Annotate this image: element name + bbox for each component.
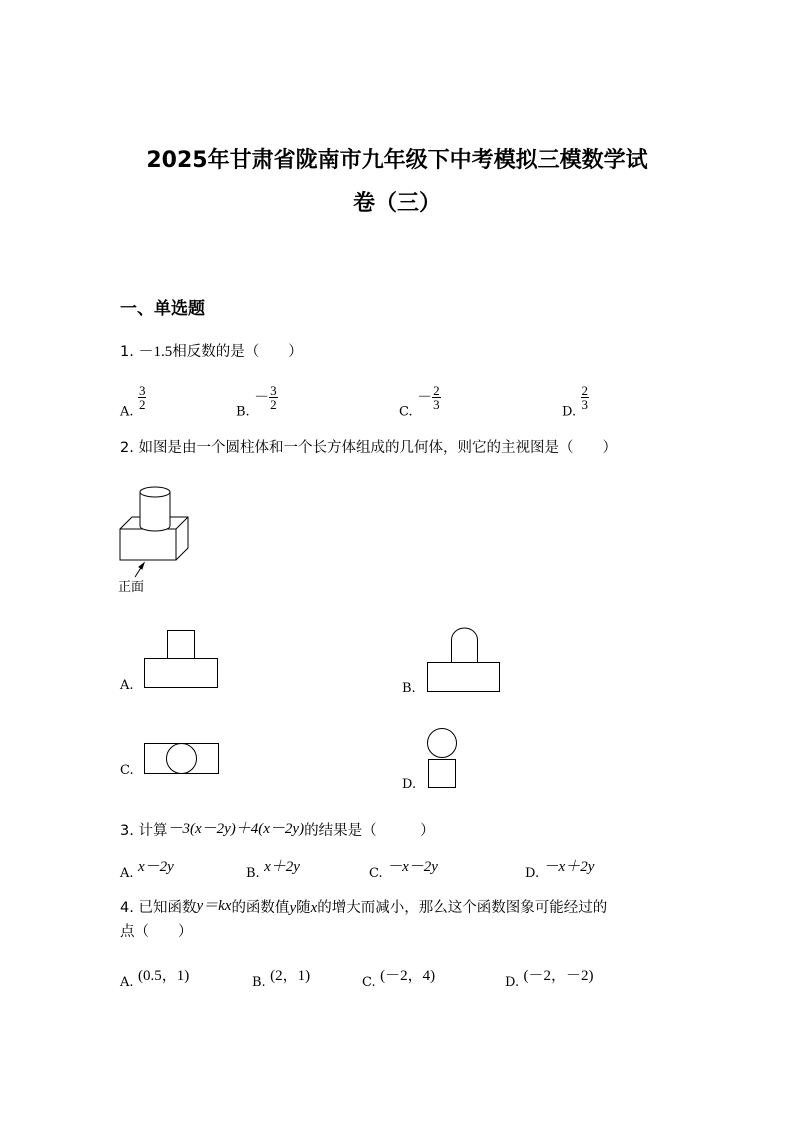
- question-text: 相反数的是（ ）: [172, 344, 303, 360]
- question-number: 3.: [120, 823, 134, 839]
- option-value: x－2y: [137, 859, 174, 875]
- option-label: C.: [369, 866, 383, 881]
- q2-option-c-figure[interactable]: [144, 742, 222, 776]
- q4-option-c[interactable]: [362, 964, 435, 990]
- q2-option-b-figure[interactable]: [427, 627, 503, 695]
- question-number: 2.: [120, 440, 134, 456]
- q2-option-b-label[interactable]: B.: [402, 681, 416, 696]
- option-label: C.: [362, 975, 376, 990]
- cylinder-top: [140, 487, 170, 497]
- denominator: 2: [138, 397, 146, 412]
- question-2: [120, 436, 617, 460]
- question-text: 如图是由一个圆柱体和一个长方体组成的几何体，则它的主视图是（ ）: [138, 440, 617, 456]
- option-label: B.: [236, 404, 250, 420]
- option-label: C.: [399, 404, 413, 420]
- q4-option-b[interactable]: [252, 964, 310, 990]
- option-label: D.: [525, 866, 540, 881]
- fraction: [432, 384, 441, 411]
- q3-expression: －3(x－2y)＋4(x－2y): [167, 821, 305, 837]
- front-view-label: 正面: [118, 580, 145, 595]
- question-text-post: 的结果是（ ）: [304, 823, 435, 839]
- option-value: x＋2y: [264, 859, 300, 875]
- page-title-line1: 2025年甘肃省陇南市九年级下中考模拟三模数学试: [146, 148, 648, 173]
- q3-option-d[interactable]: [525, 855, 594, 881]
- q2-option-d-label[interactable]: D.: [402, 777, 417, 792]
- cylinder-body: [140, 492, 170, 531]
- option-value: －x－2y: [387, 859, 438, 875]
- numerator: 2: [581, 383, 589, 398]
- numerator: 3: [138, 383, 146, 398]
- q1-option-d[interactable]: [562, 384, 589, 420]
- question-text-pre: 已知函数: [138, 900, 197, 916]
- q3-option-a[interactable]: [120, 855, 174, 881]
- fraction: [269, 384, 278, 411]
- var-y: y: [289, 900, 297, 916]
- option-value: (2，1): [270, 968, 311, 984]
- q4-option-a[interactable]: [120, 964, 189, 990]
- q2-option-a-figure[interactable]: [144, 630, 220, 690]
- denominator: 2: [270, 397, 277, 412]
- question-3: [120, 817, 435, 843]
- q2-option-c-label[interactable]: C.: [120, 763, 134, 778]
- question-4: [120, 894, 680, 944]
- q4-expression: y＝kx: [196, 898, 232, 914]
- option-value: (0.5，1): [137, 968, 190, 984]
- option-sign: －: [254, 389, 270, 406]
- option-label: A.: [120, 866, 134, 881]
- option-value: －x＋2y: [543, 859, 595, 875]
- q1-option-c[interactable]: [399, 384, 441, 420]
- q1-expression: －1.5: [138, 344, 173, 360]
- question-text-mid2: 随: [296, 900, 311, 916]
- q3-option-b[interactable]: [246, 855, 300, 881]
- q1-option-b[interactable]: [236, 384, 278, 420]
- question-line-2: 点（ ）: [120, 924, 193, 940]
- option-label: A.: [120, 975, 134, 990]
- question-number: 1.: [120, 344, 134, 360]
- q4-option-d[interactable]: [505, 964, 594, 990]
- arrow-head: [139, 563, 144, 569]
- numerator: 2: [433, 383, 440, 398]
- denominator: 3: [581, 397, 589, 412]
- box-front-face: [120, 529, 176, 560]
- var-x: x: [310, 900, 318, 916]
- denominator: 3: [433, 397, 440, 412]
- option-sign: －: [417, 389, 433, 406]
- q1-option-a[interactable]: [120, 384, 146, 420]
- option-label: B.: [252, 975, 266, 990]
- question-text-post: 的增大而减小，那么这个函数图象可能经过的: [317, 900, 608, 916]
- question-text-mid: 的函数值: [231, 900, 290, 916]
- option-label: D.: [562, 404, 577, 420]
- fraction: [138, 384, 147, 411]
- fraction: [581, 384, 590, 411]
- section-heading: 一、单选题: [120, 299, 205, 319]
- option-value: (－2，4): [380, 968, 436, 984]
- numerator: 3: [270, 383, 277, 398]
- q2-option-d-figure[interactable]: [426, 728, 460, 790]
- page-title-line2: 卷（三）: [352, 191, 441, 216]
- option-label: A.: [120, 404, 134, 420]
- q3-option-c[interactable]: [369, 855, 438, 881]
- option-label: D.: [505, 975, 520, 990]
- q2-option-a-label[interactable]: A.: [120, 678, 134, 693]
- question-1: [120, 340, 303, 364]
- option-value: (－2，－2): [523, 968, 594, 984]
- option-label: B.: [246, 866, 260, 881]
- question-text-pre: 计算: [138, 823, 168, 839]
- question-line-1: [120, 894, 680, 920]
- question-number: 4.: [120, 900, 134, 916]
